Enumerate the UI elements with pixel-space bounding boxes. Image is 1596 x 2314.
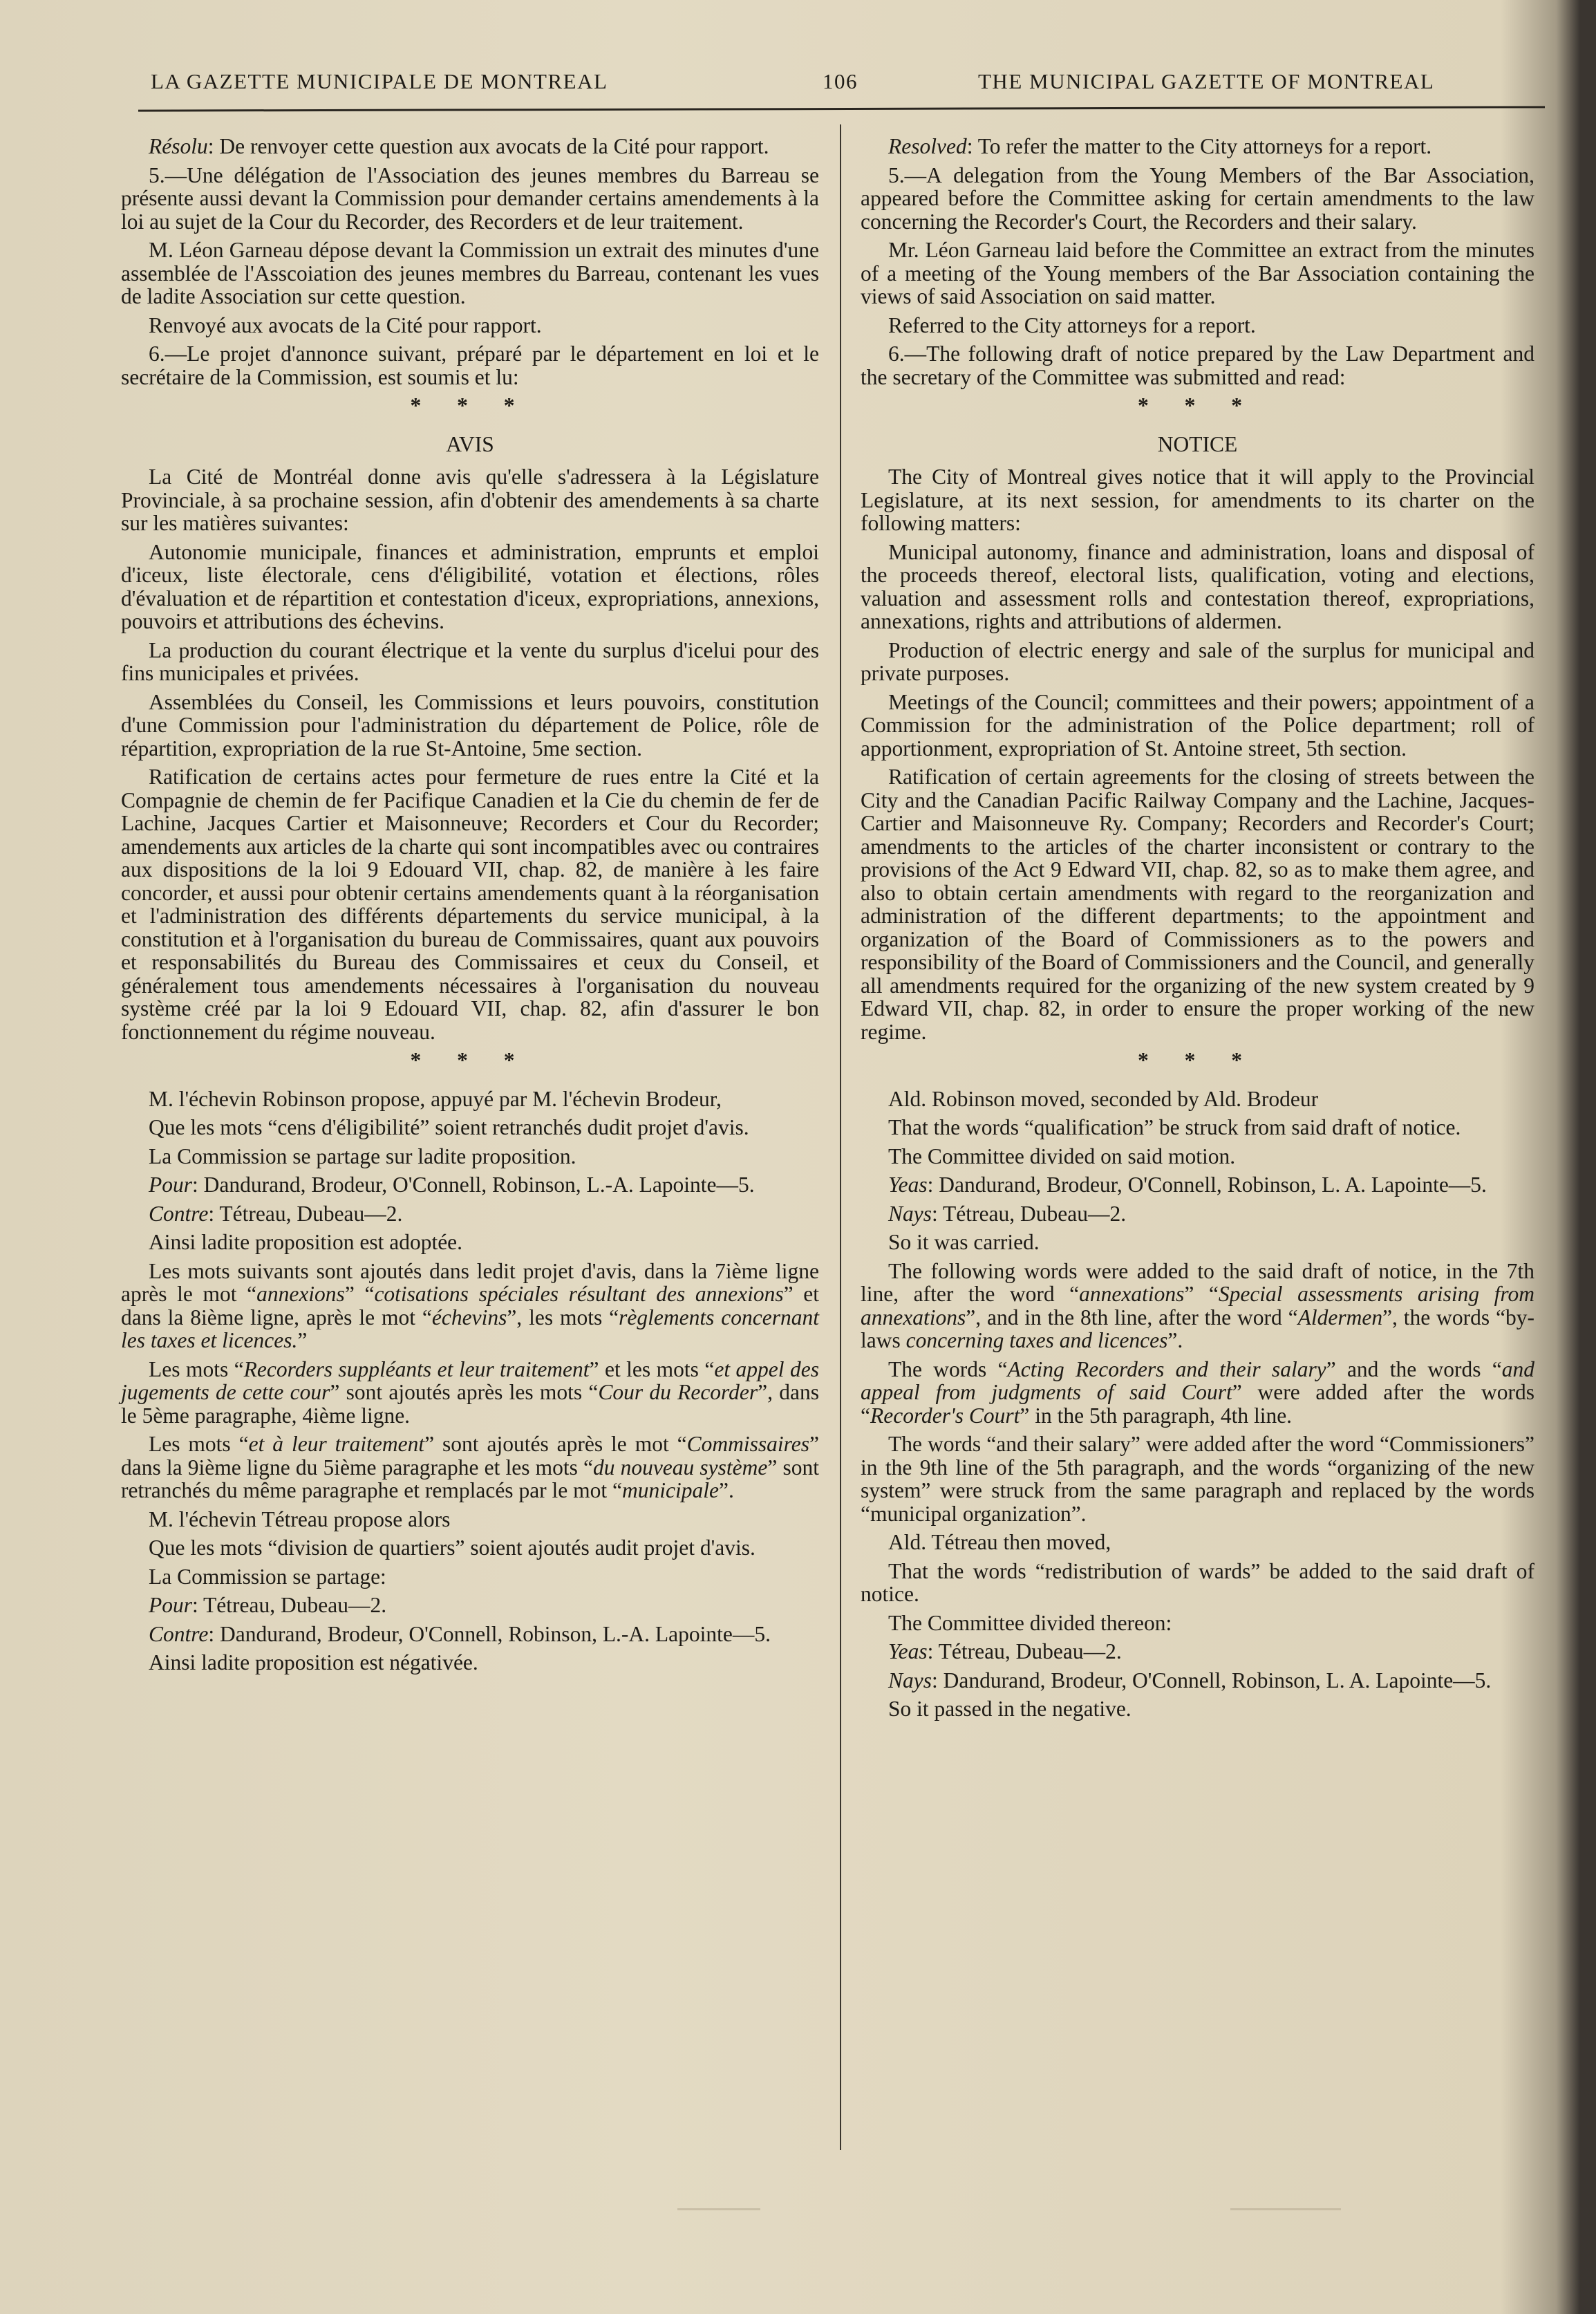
notice-title: NOTICE bbox=[1157, 431, 1238, 456]
vote-nays bbox=[861, 1669, 1534, 1692]
paragraph: 6.—Le projet d'annonce suivant, préparé par le département en loi et le secrétaire de la Commission, est soumis et lu: bbox=[121, 342, 819, 389]
paragraph: The words “and their salary” were added after the word “Commissioners” in the 9th line of the 5th paragraph, and the words “organizing of the new system” were struck from the same paragraph and replaced by the words “municipal organization”. bbox=[861, 1432, 1534, 1526]
paragraph: Production of electric energy and sale of the surplus for municipal and private purposes. bbox=[861, 637, 1534, 685]
text: ” dans la 9ième ligne du 5ième paragraphe et les mots “ bbox=[121, 1432, 819, 1480]
text: ”, dans le 5ème paragraphe, 4ième ligne. bbox=[121, 1380, 819, 1428]
paragraph bbox=[861, 1260, 1534, 1352]
section-separator: * * * bbox=[1138, 1048, 1257, 1072]
vote-label: Nays bbox=[888, 1201, 932, 1226]
paragraph: Referred to the City attorneys for a report. bbox=[888, 312, 1256, 337]
paragraph bbox=[861, 1358, 1534, 1428]
text: ” sont retranchés du même paragraphe et remplacés par le mot “ bbox=[121, 1455, 819, 1502]
vote-names: : Dandurand, Brodeur, O'Connell, Robinson, L. A. Lapointe—5. bbox=[932, 1668, 1492, 1692]
quoted-text: annexations bbox=[1079, 1282, 1185, 1306]
paragraph: Ratification de certains actes pour fermeture de rues entre la Cité et la Compagnie de chemin de fer Pacifique Canadien et la Cie du chemin de fer de Lachine, Jacques Cartier et Maisonneuve; Recorders et Cour du Recorder; amendements aux articles de la charte qui sont incompatibles avec ou contraires aux dispositions de la loi 9 Edouard VII, chap. 82, de manière à les faire concorder, et aussi pour obtenir certains amendements quant à la réorganisation et l'administration des différents départements du service municipal, à la constitution et à l'organisation du bureau de Commissaires, quant aux pouvoirs et responsabilités du Bureau des Commissaires et ceux du Conseil, et généralement tous amendements nécessaires à l'organisation du nouveau système créé par la loi 9 Edouard VII, chap. 82, afin d'assurer le bon fonctionnement du régime nouveau. bbox=[121, 765, 819, 1044]
paragraph: 5.—A delegation from the Young Members of the Bar Association, appeared before the Committee asking for certain amendments to the law concerning the Recorder's Court, the Recorders and their salary. bbox=[861, 162, 1534, 234]
header-rule bbox=[138, 106, 1545, 114]
text: ”, and in the 8th line, after the word “ bbox=[966, 1305, 1298, 1329]
text: ”. bbox=[1167, 1328, 1183, 1352]
page-number: 106 bbox=[823, 69, 858, 93]
print-smudge bbox=[677, 2208, 760, 2210]
quoted-text: Commissaires bbox=[686, 1432, 810, 1456]
quoted-text: municipale bbox=[622, 1478, 719, 1502]
vote-names: : Tétreau, Dubeau—2. bbox=[208, 1201, 403, 1226]
paragraph: Mr. Léon Garneau laid before the Committee an extract from the minutes of a meeting of the Young members of the Bar Association containing the views of said Association on said matter. bbox=[861, 238, 1534, 308]
vote-label: Contre bbox=[149, 1201, 209, 1226]
paragraph bbox=[121, 1358, 819, 1428]
paragraph: La Commission se partage sur ladite proposition. bbox=[149, 1144, 576, 1168]
quoted-text: Aldermen bbox=[1297, 1305, 1383, 1329]
paragraph: M. Léon Garneau dépose devant la Commission un extrait des minutes d'une assemblée de l'Asscoiation des jeunes membres du Barreau, contenant les vues de ladite Association sur cette question. bbox=[121, 238, 819, 308]
paragraph: The City of Montreal gives notice that it will apply to the Provincial Legislature, at its next session, for amendments to its charter on the following matters: bbox=[861, 465, 1534, 535]
text: Les mots suivants sont ajoutés dans ledit projet d'avis, dans la 7ième ligne après le mot “ bbox=[121, 1258, 819, 1306]
paragraph: Municipal autonomy, finance and administration, loans and disposal of the proceeds thereof, electoral lists, qualification, voting and elections, valuation and assessment rolls and contestation thereof, expropriations, annexations, rights and attributions of aldermen. bbox=[861, 539, 1534, 633]
paragraph: Ainsi ladite proposition est négativée. bbox=[149, 1650, 478, 1674]
print-smudge bbox=[1230, 2208, 1341, 2210]
paragraph: La production du courant électrique et la vente du surplus d'icelui pour des fins municipales et privées. bbox=[121, 637, 819, 685]
paragraph: Que les mots “division de quartiers” soient ajoutés audit projet d'avis. bbox=[149, 1536, 755, 1560]
text: Les mots “ bbox=[149, 1356, 244, 1381]
section-separator: * * * bbox=[410, 1048, 530, 1072]
quoted-text: échevins bbox=[431, 1305, 507, 1329]
vote-names: : Tétreau, Dubeau—2. bbox=[932, 1201, 1127, 1226]
paragraph: That the words “qualification” be struck from said draft of notice. bbox=[888, 1115, 1461, 1139]
text: The words “ bbox=[888, 1356, 1008, 1381]
paragraph: Assemblées du Conseil, les Commissions et leurs pouvoirs, constitution d'une Commission pour l'administration du département de Police, rôle de répartition, expropriation de la rue St-Antoine, 5me section. bbox=[121, 689, 819, 761]
section-separator: * * * bbox=[1138, 393, 1257, 418]
vote-label: Yeas bbox=[888, 1173, 928, 1197]
resolution-label: Résolu bbox=[149, 134, 208, 158]
header-english-title: THE MUNICIPAL GAZETTE OF MONTREAL bbox=[978, 69, 1435, 93]
paragraph: The Committee divided thereon: bbox=[888, 1610, 1172, 1635]
text: ” et les mots “ bbox=[589, 1356, 715, 1381]
text: ”, the words “by-laws bbox=[861, 1305, 1534, 1352]
text: Les mots “ bbox=[149, 1432, 249, 1456]
quoted-text: du nouveau système bbox=[592, 1455, 768, 1480]
text: ”, les mots “ bbox=[507, 1305, 619, 1329]
english-column bbox=[861, 135, 1534, 1726]
quoted-text: Acting Recorders and their salary bbox=[1007, 1356, 1326, 1381]
paragraph: The Committee divided on said motion. bbox=[888, 1144, 1236, 1168]
quoted-text: et appel des jugements de cette cour bbox=[121, 1356, 819, 1404]
paragraph: 5.—Une délégation de l'Association des jeunes membres du Barreau se présente aussi devant la Commission pour demander certains amendements à la loi au sujet de la Cour du Recorder, des Recorders et de leur traitement. bbox=[121, 162, 819, 234]
quoted-text: et à leur traitement bbox=[248, 1432, 425, 1456]
french-column bbox=[121, 135, 819, 1680]
section-separator: * * * bbox=[410, 393, 530, 418]
column-divider bbox=[840, 124, 841, 2150]
vote-names: : Tétreau, Dubeau—2. bbox=[927, 1639, 1122, 1663]
quoted-text: cotisations spéciales résultant des annexions bbox=[374, 1282, 784, 1306]
quoted-text: Recorder's Court bbox=[870, 1403, 1020, 1428]
vote-label: Pour bbox=[149, 1593, 192, 1617]
vote-against bbox=[121, 1202, 819, 1226]
text: ” and the words “ bbox=[1326, 1356, 1502, 1381]
vote-label: Yeas bbox=[888, 1639, 928, 1663]
paragraph: Ainsi ladite proposition est adoptée. bbox=[149, 1230, 463, 1254]
text: ” sont ajoutés après le mot “ bbox=[424, 1432, 687, 1456]
paragraph: La Commission se partage: bbox=[149, 1564, 386, 1589]
paragraph-text: : To refer the matter to the City attorneys for a report. bbox=[966, 134, 1432, 158]
quoted-text: concerning taxes and licences bbox=[905, 1328, 1168, 1352]
quoted-text: Recorders suppléants et leur traitement bbox=[243, 1356, 590, 1381]
vote-for bbox=[121, 1173, 819, 1197]
vote-nays bbox=[861, 1202, 1534, 1226]
paragraph: 6.—The following draft of notice prepared by the Law Department and the secretary of the Committee was submitted and read: bbox=[861, 342, 1534, 389]
text: ” bbox=[297, 1328, 308, 1352]
text: ” in the 5th paragraph, 4th line. bbox=[1020, 1403, 1293, 1428]
text: ” et dans la 8ième ligne, après le mot “ bbox=[121, 1282, 820, 1329]
vote-label: Pour bbox=[149, 1173, 192, 1197]
notice-title: AVIS bbox=[446, 431, 494, 456]
paragraph bbox=[121, 1260, 819, 1352]
paragraph: Ald. Tétreau then moved, bbox=[888, 1530, 1111, 1554]
resolution-label: Resolved bbox=[888, 134, 967, 158]
vote-names: : Dandurand, Brodeur, O'Connell, Robinson, L.-A. Lapointe—5. bbox=[192, 1173, 755, 1197]
paragraph: Que les mots “cens d'éligibilité” soient retranchés dudit projet d'avis. bbox=[149, 1115, 749, 1139]
vote-names: : Tétreau, Dubeau—2. bbox=[192, 1593, 387, 1617]
vote-yeas bbox=[861, 1640, 1534, 1663]
text: ” were added after the words “ bbox=[861, 1380, 1534, 1428]
header-french-title: LA GAZETTE MUNICIPALE DE MONTREAL bbox=[151, 69, 608, 93]
text: ” sont ajoutés après les mots “ bbox=[330, 1380, 599, 1404]
paragraph: That the words “redistribution of wards” be added to the said draft of notice. bbox=[861, 1558, 1534, 1606]
vote-label: Contre bbox=[149, 1621, 209, 1646]
text: ” “ bbox=[344, 1282, 375, 1306]
vote-for bbox=[121, 1594, 819, 1617]
paragraph bbox=[121, 135, 819, 158]
paragraph bbox=[861, 135, 1534, 158]
quoted-text: annexions bbox=[256, 1282, 345, 1306]
paragraph: Autonomie municipale, finances et administration, emprunts et emploi d'iceux, liste électorale, cens d'éligibilité, votation et élections, rôles d'évaluation et de répartition et contestation d'iceux, expropriations, annexions, pouvoirs et attributions des échevins. bbox=[121, 539, 819, 633]
quoted-text: règlements concernant les taxes et licences. bbox=[121, 1305, 820, 1352]
vote-label: Nays bbox=[888, 1668, 932, 1692]
paragraph: Renvoyé aux avocats de la Cité pour rapport. bbox=[149, 312, 542, 337]
vote-against bbox=[121, 1623, 819, 1646]
quoted-text: and appeal from judgments of said Court bbox=[861, 1356, 1534, 1404]
paragraph: So it passed in the negative. bbox=[888, 1697, 1132, 1721]
vote-yeas bbox=[861, 1173, 1534, 1197]
vote-names: : Dandurand, Brodeur, O'Connell, Robinson, L.-A. Lapointe—5. bbox=[208, 1621, 771, 1646]
paragraph: M. l'échevin Robinson propose, appuyé par M. l'échevin Brodeur, bbox=[149, 1086, 722, 1111]
paragraph bbox=[121, 1433, 819, 1502]
text: The following words were added to the said draft of notice, in the 7th line, after the word “ bbox=[861, 1258, 1534, 1306]
paragraph: Meetings of the Council; committees and their powers; appointment of a Commission for the administration of the Police department; roll of apportionment, expropriation of St. Antoine street, 5th section. bbox=[861, 689, 1534, 761]
paragraph: So it was carried. bbox=[888, 1230, 1040, 1254]
quoted-text: Special assessments arising from annexations bbox=[861, 1282, 1534, 1329]
paragraph: M. l'échevin Tétreau propose alors bbox=[149, 1506, 451, 1531]
vote-names: : Dandurand, Brodeur, O'Connell, Robinson, L. A. Lapointe—5. bbox=[927, 1173, 1487, 1197]
paragraph-text: : De renvoyer cette question aux avocats de la Cité pour rapport. bbox=[207, 134, 769, 158]
text: ”. bbox=[718, 1478, 734, 1502]
paragraph: Ald. Robinson moved, seconded by Ald. Brodeur bbox=[888, 1086, 1319, 1111]
quoted-text: Cour du Recorder bbox=[598, 1380, 758, 1404]
text: ” “ bbox=[1184, 1282, 1219, 1306]
paragraph: La Cité de Montréal donne avis qu'elle s'adressera à la Législature Provinciale, à sa prochaine session, afin d'obtenir des amendements à sa charte sur les matières suivantes: bbox=[121, 465, 819, 535]
paragraph: Ratification of certain agreements for the closing of streets between the City and the Canadian Pacific Railway Company and the Lachine, Jacques-Cartier and Maisonneuve Ry. Company; Recorders and Recorder's Court; amendments to the articles of the charter inconsistent or contrary to the provisions of the Act 9 Edward VII, chap. 82, so as to make them agree, and also to obtain certain amendments with regard to the reorganization and administration of the different departments; to the appointment and organization of the Board of Commissioners as to the powers and responsibility of the Board of Commissioners and the Council, and generally all amendments required for the organizing of the new system created by 9 Edward VII, chap. 82, in order to ensure the proper working of the new regime. bbox=[861, 765, 1534, 1044]
